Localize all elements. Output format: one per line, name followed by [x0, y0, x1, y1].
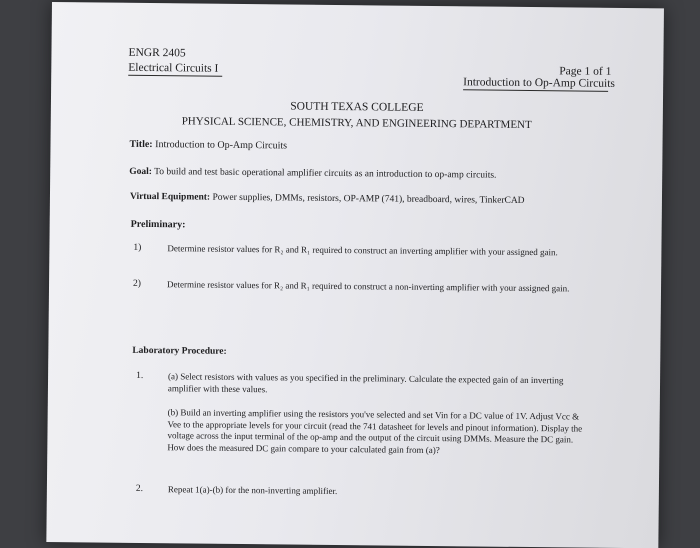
college-name: SOUTH TEXAS COLLEGE: [290, 100, 424, 114]
department-name: PHYSICAL SCIENCE, CHEMISTRY, AND ENGINEERING DEPARTMENT: [181, 115, 532, 132]
prelim-item-text: Determine resistor values for R₂ and R₁ required to construct a non-inverting amplifier with your assigned gain.: [166, 279, 570, 294]
title-label: Title:: [129, 138, 153, 151]
procedure-item-number: 2.: [135, 483, 144, 494]
prelim-item-text: Determine resistor values for R₂ and R₁ required to construct an inverting amplifier with your assigned gain.: [167, 243, 558, 258]
goal-value: To build and test basic operational amplifier circuits as an introduction to op-amp circuits.: [154, 167, 497, 181]
preliminary-heading: Preliminary:: [130, 218, 186, 231]
goal-label: Goal:: [129, 166, 152, 178]
title-value: Introduction to Op-Amp Circuits: [155, 139, 288, 152]
document-page: [46, 2, 664, 548]
page-label: Page 1 of 1: [559, 65, 612, 78]
procedure-part-b: (b) Build an inverting amplifier using the resistors you've selected and set Vin for a DC value of 1V. Adjust Vcc & Vee to the appropriate levels for your circuit (read the 741 datasheet for levels and pinout information). Display the voltage across the input terminal of the op-amp and the output of the circuit using DMMs. Measure the DC gain. How does the measured DC gain compare to your calculated gain from (a)?: [167, 407, 583, 455]
title-line: [129, 139, 287, 152]
course-name: Electrical Circuits I: [128, 62, 222, 77]
prelim-item-number: 1): [133, 242, 142, 253]
equipment-line: [130, 192, 525, 206]
procedure-heading: Laboratory Procedure:: [132, 345, 227, 357]
goal-line: [129, 167, 496, 181]
procedure-part-a: (a) Select resistors with values as you specified in the preliminary. Calculate the expected gain of an inverting amplifier with these values.: [167, 371, 564, 394]
header-doc-title: Introduction to Op-Amp Circuits: [463, 76, 615, 90]
equipment-value: Power supplies, DMMs, resistors, OP-AMP (741), breadboard, wires, TinkerCAD: [212, 192, 525, 206]
course-code: ENGR 2405: [128, 46, 186, 60]
prelim-item-number: 2): [133, 278, 142, 289]
procedure-item-text: Repeat 1(a)-(b) for the non-inverting amplifier.: [167, 484, 338, 497]
equipment-label: Virtual Equipment:: [129, 191, 211, 203]
procedure-item-number: 1.: [136, 370, 144, 381]
